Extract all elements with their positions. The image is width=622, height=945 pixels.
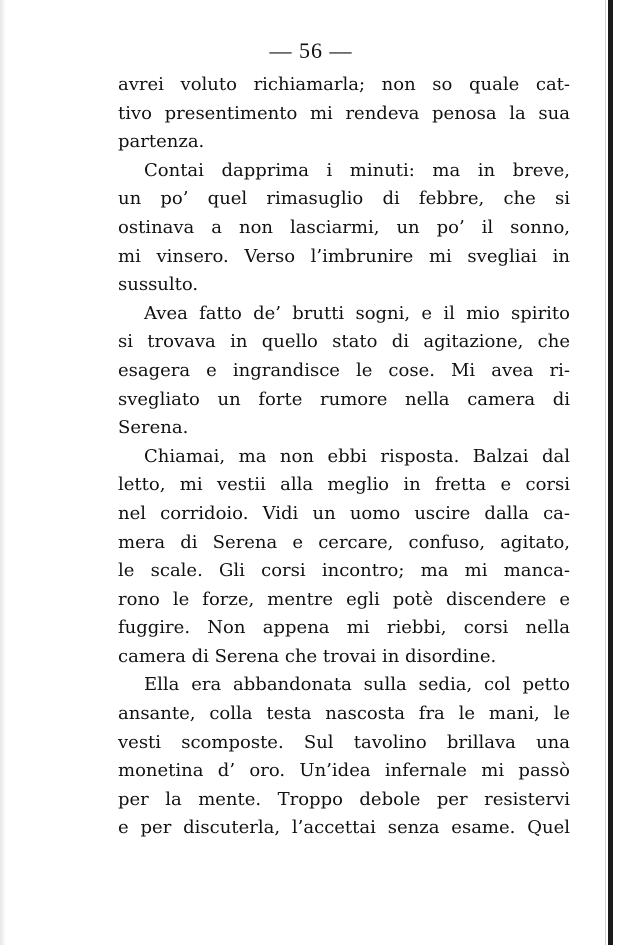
text-line: svegliato un forte rumore nella camera di — [118, 388, 570, 410]
text-line: nel corridoio. Vidi un uomo uscire dalla ca- — [118, 502, 570, 524]
text-line: avrei voluto richiamarla; non so quale cat- — [118, 74, 570, 95]
text-line: tivo presentimento mi rendeva penosa la sua — [118, 102, 570, 124]
text-line: letto, mi vestii alla meglio in fretta e corsi — [118, 474, 570, 496]
text-line: Ella era abbandonata sulla sedia, col petto — [144, 674, 570, 696]
book-spine — [608, 0, 613, 945]
page-gutter-shadow — [605, 0, 606, 945]
text-line: monetina d’ oro. Un’idea infernale mi passò — [118, 760, 570, 782]
body-text — [118, 71, 570, 843]
text-line: si trovava in quello stato di agitazione, che — [118, 331, 570, 353]
text-line: un po’ quel rimasuglio di febbre, che si — [118, 188, 570, 210]
text-line: sussulto. — [118, 274, 199, 296]
text-line: rono le forze, mentre egli potè discendere e — [118, 588, 570, 610]
text-line: per la mente. Troppo debole per resistervi — [118, 788, 570, 810]
text-line: vesti scomposte. Sul tavolino brillava una — [118, 731, 570, 753]
text-line: le scale. Gli corsi incontro; ma mi manca- — [118, 560, 570, 582]
text-line: Serena. — [118, 417, 189, 439]
text-line: esagera e ingrandisce le cose. Mi avea ri- — [118, 359, 570, 381]
text-line: mera di Serena e cercare, confuso, agitato, — [118, 531, 570, 553]
text-line: Avea fatto de’ brutti sogni, e il mio spirito — [144, 302, 570, 324]
text-line: partenza. — [118, 131, 205, 153]
text-line: mi vinsero. Verso l’imbrunire mi svegliai in — [118, 245, 570, 267]
page-number: — 56 — — [269, 38, 353, 63]
page-left-edge — [0, 0, 6, 945]
text-line: e per discuterla, l’accettai senza esame. Quel — [118, 817, 570, 839]
text-line: ansante, colla testa nascosta fra le mani, le — [118, 703, 570, 725]
text-line: Contai dapprima i minuti: ma in breve, — [144, 159, 570, 181]
text-line: fuggire. Non appena mi riebbi, corsi nella — [118, 617, 570, 639]
text-line: Chiamai, ma non ebbi risposta. Balzai dal — [144, 445, 570, 467]
text-line: camera di Serena che trovai in disordine. — [118, 645, 497, 667]
text-line: ostinava a non lasciarmi, un po’ il sonno, — [118, 216, 570, 238]
